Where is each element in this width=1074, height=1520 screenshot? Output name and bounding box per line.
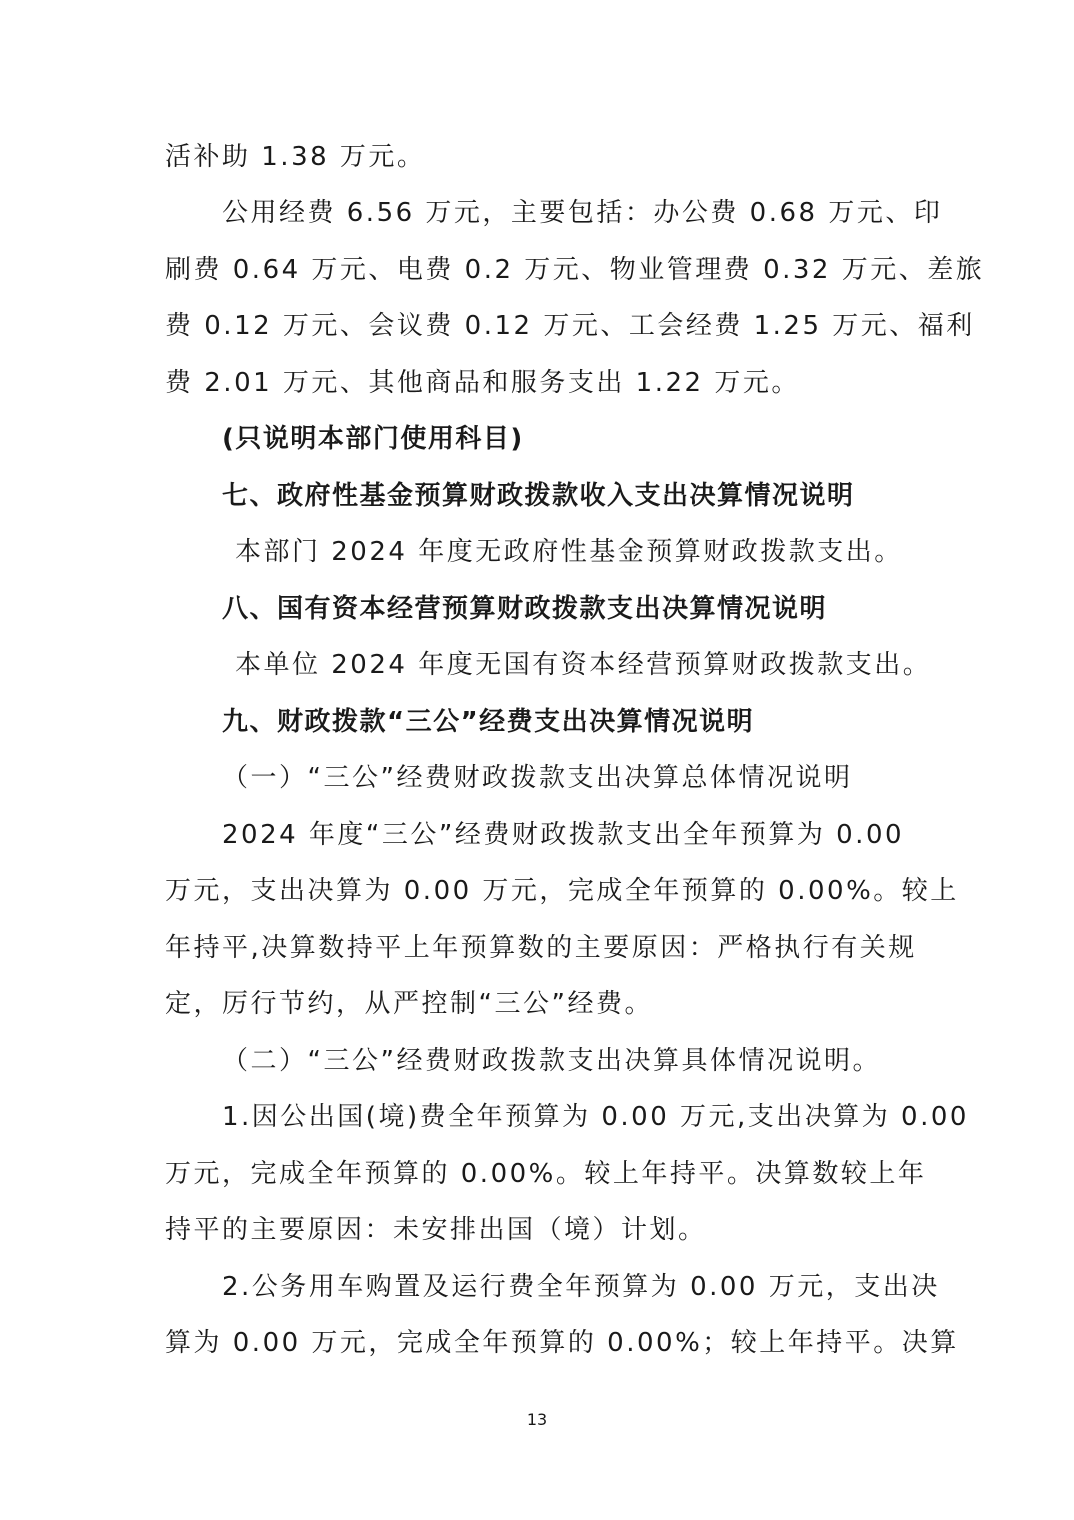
text-line: 2024 年度“三公”经费财政拨款支出全年预算为 0.00: [222, 820, 905, 850]
page-number: 13: [526, 1410, 548, 1429]
section-heading-9: 九、财政拨款“三公”经费支出决算情况说明: [222, 707, 755, 737]
section-heading-7: 七、政府性基金预算财政拨款收入支出决算情况说明: [222, 481, 855, 511]
text-line: 费 0.12 万元、会议费 0.12 万元、工会经费 1.25 万元、福利: [165, 311, 975, 341]
subsection-heading-2: （二）“三公”经费财政拨款支出决算具体情况说明。: [222, 1046, 881, 1076]
text-line: 2.公务用车购置及运行费全年预算为 0.00 万元，支出决: [222, 1272, 940, 1302]
text-line: 年持平,决算数持平上年预算数的主要原因：严格执行有关规: [165, 933, 917, 963]
section-heading-8: 八、国有资本经营预算财政拨款支出决算情况说明: [222, 594, 828, 624]
text-line: 本单位 2024 年度无国有资本经营预算财政拨款支出。: [235, 650, 932, 680]
text-line: 1.因公出国(境)费全年预算为 0.00 万元,支出决算为 0.00: [222, 1102, 969, 1132]
text-line: 持平的主要原因：未安排出国（境）计划。: [165, 1215, 707, 1245]
text-line: 刷费 0.64 万元、电费 0.2 万元、物业管理费 0.32 万元、差旅: [165, 255, 985, 285]
text-line: 费 2.01 万元、其他商品和服务支出 1.22 万元。: [165, 368, 800, 398]
text-line: 算为 0.00 万元，完成全年预算的 0.00%；较上年持平。决算: [165, 1328, 959, 1358]
text-line: 活补助 1.38 万元。: [165, 142, 426, 172]
subsection-heading-1: （一）“三公”经费财政拨款支出决算总体情况说明: [222, 763, 853, 793]
text-line: 万元，支出决算为 0.00 万元，完成全年预算的 0.00%。较上: [165, 876, 959, 906]
note-line: (只说明本部门使用科目): [222, 424, 524, 454]
text-line: 万元，完成全年预算的 0.00%。较上年持平。决算数较上年: [165, 1159, 927, 1189]
text-line: 公用经费 6.56 万元，主要包括：办公费 0.68 万元、印: [222, 198, 943, 228]
text-line: 本部门 2024 年度无政府性基金预算财政拨款支出。: [235, 537, 903, 567]
text-line: 定，厉行节约，从严控制“三公”经费。: [165, 989, 653, 1019]
